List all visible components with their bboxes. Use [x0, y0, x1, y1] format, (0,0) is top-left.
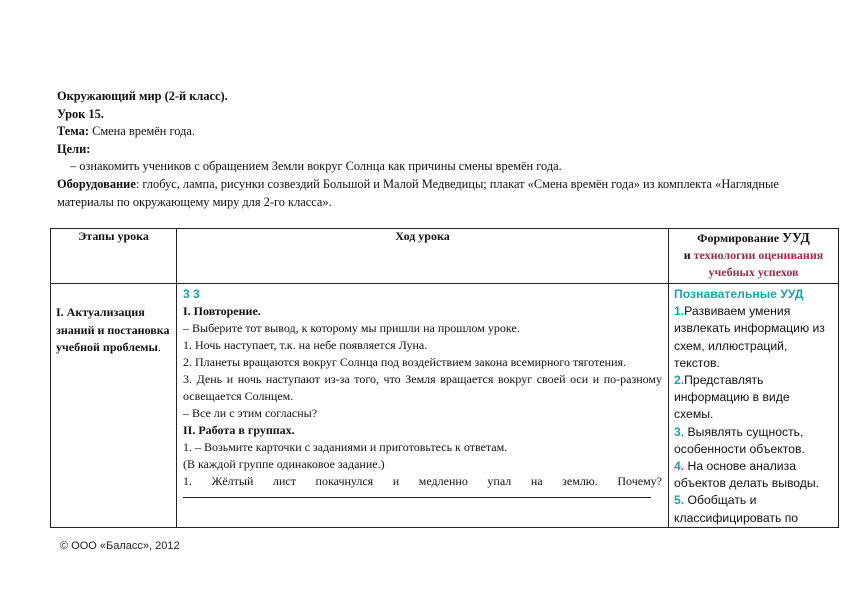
task-text: 1. – Возьмите карточки с заданиями и приготовьтесь к ответам.	[183, 440, 508, 454]
uud-item	[674, 303, 832, 372]
topic-value: Смена времён года.	[88, 124, 196, 139]
goals-label: Цели:	[57, 141, 91, 156]
table-header-row	[51, 229, 839, 284]
question-text: – Все ли с этим согласны?	[183, 406, 318, 420]
uud-item	[674, 492, 832, 526]
task-note: (В каждой группе одинаковое задание.)	[183, 457, 385, 471]
document-header	[57, 88, 797, 211]
stages-header: Этапы урока	[51, 229, 177, 284]
uud-header-prefix: Формирование	[697, 231, 783, 245]
lesson-flow-header: Ход урока	[177, 229, 669, 284]
uud-cell	[669, 284, 839, 528]
topic-line	[57, 123, 797, 141]
topic-label: Тема:	[57, 124, 89, 139]
uud-item-text: На основе анализа объектов делать выводы.	[674, 459, 820, 491]
answer-option: 1. Ночь наступает, т.к. на небе появляется Луна.	[183, 338, 428, 352]
task-question: 1. Жёлтый лист покачнулся и медленно упал на землю. Почему?	[183, 474, 662, 488]
uud-item-number: 4.	[674, 459, 685, 474]
uud-title: Познавательные УУД	[674, 287, 804, 301]
answer-option: 2. Планеты вращаются вокруг Солнца под воздействием закона всемирного тяготения.	[183, 355, 627, 369]
stage-cell	[51, 284, 177, 528]
uud-item-number: 3	[674, 424, 681, 439]
stage-title: I. Актуализация знаний и постановка учебной проблемы	[56, 305, 170, 354]
slide-marker: 3 3	[183, 287, 200, 301]
uud-item-number: 1.	[674, 304, 685, 319]
uud-item-text: Обобщать и классифицировать по	[674, 493, 799, 525]
uud-header-tech: технологии оценивания	[693, 248, 824, 262]
uud-item-number: 5.	[674, 493, 685, 508]
uud-header	[669, 229, 839, 284]
equipment-line	[57, 176, 797, 211]
subject-line: Окружающий мир (2-й класс).	[57, 89, 228, 103]
uud-item-number: 2.	[674, 373, 685, 388]
uud-item-text: Развиваем умения извлекать информацию из схем, иллюстраций, текстов.	[674, 304, 825, 370]
uud-header-abbr: УУД	[782, 230, 810, 245]
uud-item	[674, 424, 832, 458]
answer-line	[183, 492, 651, 498]
goal-item: – ознакомить учеников с обращением Земли вокруг Солнца как причины смены времён года.	[70, 159, 562, 174]
lesson-flow-cell	[177, 284, 669, 528]
uud-header-success: учебных успехов	[708, 265, 799, 279]
lesson-number: Урок 15.	[57, 106, 104, 121]
uud-item	[674, 458, 832, 492]
stage-tail: .	[157, 340, 161, 354]
question-text: – Выберите тот вывод, к которому мы пришли на прошлом уроке.	[183, 321, 520, 335]
copyright-footer: © ООО «Баласс», 2012	[60, 540, 180, 552]
uud-item-text: . Выявлять сущность, особенности объектов.	[674, 424, 805, 456]
equipment-label: Оборудование	[57, 176, 136, 191]
section-title: II. Работа в группах.	[183, 423, 295, 437]
section-title: I. Повторение.	[183, 304, 261, 318]
answer-option: 3. День и ночь наступают из-за того, что Земля вращается вокруг своей оси и по-разному освещается Солнцем.	[183, 372, 662, 403]
uud-item	[674, 372, 832, 424]
uud-item-text: Представлять информацию в виде схемы.	[674, 373, 790, 422]
equipment-value: : глобус, лампа, рисунки созвездий Большой и Малой Медведицы; плакат «Смена времён года» из комплекта «Наглядные материалы по окружающему миру для 2-го класса».	[57, 176, 779, 209]
table-row	[51, 284, 839, 528]
lesson-table	[50, 228, 839, 528]
uud-header-and: и	[683, 248, 694, 262]
